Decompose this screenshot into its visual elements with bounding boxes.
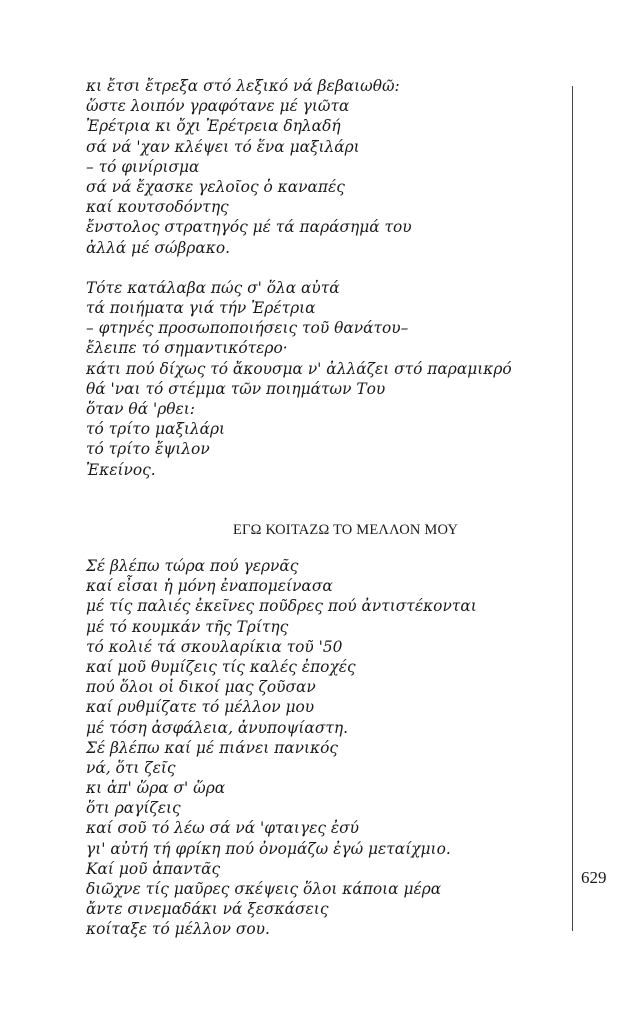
poem-line: Καί μοῦ ἀπαντᾶς [86,859,221,878]
poem-line: κάτι πού δίχως τό ἄκουσμα ν' ἀλλάζει στό παραμικρό [86,359,512,378]
poem-line: ὅτι ραγίζεις [86,799,181,818]
poem-line: θά 'ναι τό στέμμα τῶν ποιημάτων Του [86,379,386,398]
poem-line: καί ρυθμίζατε τό μέλλον μου [86,698,315,717]
margin-rule [572,86,573,931]
page-number: 629 [581,868,607,887]
poem-line: Τότε κατάλαβα πώς σ' ὅλα αὐτά [86,278,340,297]
poem-line: πού ὅλοι οἱ δικοί μας ζοῦσαν [86,678,316,697]
poem-line: κοίταξε τό μέλλον σου. [86,920,270,939]
poem-line: τό κολιέ τά σκουλαρίκια τοῦ '50 [86,637,343,656]
poem-line: σά νά ἔχασκε γελοῖος ὁ καναπές [86,177,345,196]
poem-line: ἄντε σινεμαδάκι νά ξεσκάσεις [86,900,329,919]
poem-line: νά, ὅτι ζεῖς [86,758,176,777]
poem-title: ΕΓΩ ΚΟΙΤΑΖΩ ΤΟ ΜΕΛΛΟΝ ΜΟΥ [233,522,459,538]
poem-body [86,556,477,940]
poem-line: ἔνστολος στρατηγός μέ τά παράσημά του [86,218,412,237]
poem-line: Σέ βλέπω καί μέ πιάνει πανικός [86,738,339,757]
poem-line: τά ποιήματα γιά τήν Ἐρέτρια [86,299,316,318]
poem-line: μέ τό κουμκάν τῆς Τρίτης [86,617,289,636]
poem-line: γι' αὐτή τή φρίκη πού ὀνομάζω ἐγώ μεταίχμιο. [86,839,451,858]
poem-line: σά νά 'χαν κλέψει τό ἕνα μαξιλάρι [86,137,360,156]
poem-line: Ἐρέτρια κι ὄχι Ἐρέτρεια δηλαδή [86,117,341,136]
poem-line: καί σοῦ τό λέω σά νά 'φταιγες ἐσύ [86,819,360,838]
poem-line: Σέ βλέπω τώρα πού γερνᾶς [86,557,299,575]
poem-line: ἔλειπε τό σημαντικότερο· [86,339,288,358]
poem-line: καί κουτσοδόντης [86,198,229,217]
poem-line: διῶχνε τίς μαῦρες σκέψεις ὅλοι κάποια μέρα [86,880,442,898]
poem-line: κι ἀπ' ὥρα σ' ὥρα [86,779,226,798]
poem-line: μέ τίς παλιές ἐκεῖνες ποῦδρες πού ἀντιστέκονται [86,597,477,616]
poem-line: κι ἔτσι ἔτρεξα στό λεξικό νά βεβαιωθῶ: [86,77,400,95]
stanza-break [86,258,512,278]
poem-line: τό τρίτο ἔψιλον [86,440,210,459]
poem-continued [86,76,512,480]
poem-line: καί εἶσαι ἡ μόνη ἐναπομείνασα [86,577,333,596]
poem-line: ἀλλά μέ σώβρακο. [86,238,230,257]
poem-line: – φτηνές προσωποποιήσεις τοῦ θανάτου– [86,319,409,338]
poem-line: ὅταν θά 'ρθει: [86,400,195,418]
poem-line: – τό φινίρισμα [86,157,200,176]
poem-line: καί μοῦ θυμίζεις τίς καλές ἐποχές [86,657,356,676]
poem-line: μέ τόση ἀσφάλεια, ἀνυποψίαστη. [86,718,348,737]
poem-line: τό τρίτο μαξιλάρι [86,420,226,439]
poem-line: Ἐκείνος. [86,460,156,479]
poem-line: ὥστε λοιπόν γραφότανε μέ γιῶτα [86,97,350,116]
